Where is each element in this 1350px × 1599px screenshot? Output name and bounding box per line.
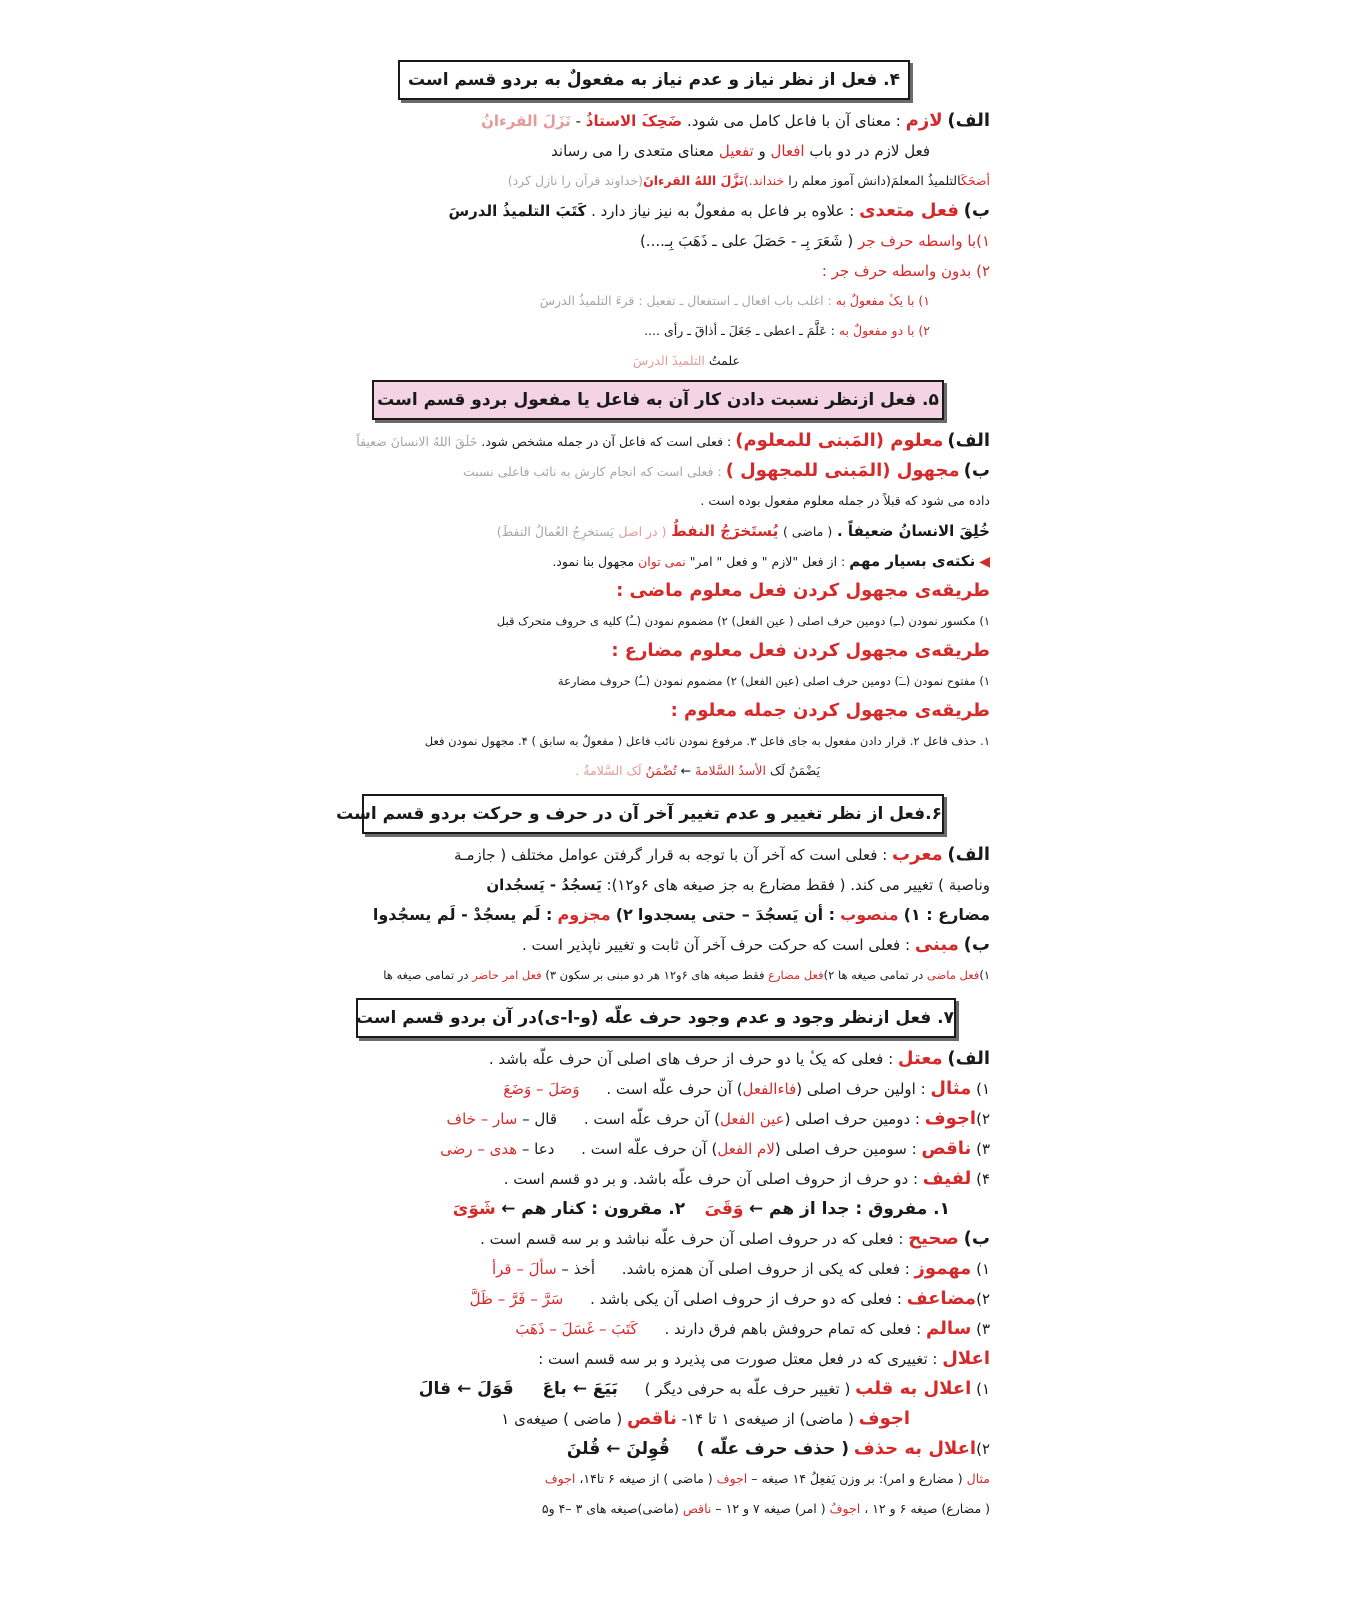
- definition: : فعلی که یکی از حروف اصلی آن همزه باشد.: [621, 1260, 910, 1278]
- mozaaf-line: [340, 1284, 990, 1314]
- label: ب): [963, 934, 990, 955]
- example: أضحَکَ: [960, 173, 990, 188]
- label: الف): [947, 844, 990, 865]
- majhool-example-line: [340, 516, 990, 546]
- definition: : تغییری که در فعل معتل صورت می پذیرد و بر سه قسم است :: [538, 1350, 938, 1368]
- note-text: در تمامی صیغه ها: [383, 968, 469, 982]
- label: ۲): [976, 1290, 990, 1308]
- example: (خداوند قرآن را نازل کرد): [507, 173, 644, 188]
- term: مهموز: [914, 1258, 972, 1279]
- definition: داده می شود که قبلاً در جمله معلوم مفعول بوده است .: [700, 493, 990, 508]
- term: لازم: [905, 110, 943, 131]
- note-term: فعل مضارع: [768, 968, 824, 982]
- label: ۱): [976, 1380, 990, 1398]
- definition: ( ماضی ) صیغه‌ی ۱: [501, 1410, 623, 1428]
- example: أخذ –: [556, 1260, 596, 1278]
- label: ۲): [615, 905, 633, 924]
- final-line: [340, 1494, 990, 1524]
- example: یَستخرِجُ العُمالُ النفطَ): [496, 524, 614, 539]
- method-1-body: ۱) مکسور نمودن (ــِ) دومین حرف اصلی ( عین الفعل) ۲) مضموم نمودن (ــُ) کلیه ی حروف متحرک قبل: [496, 614, 990, 628]
- term: ناقص: [682, 1501, 712, 1516]
- method-2-title: طریقه‌ی مجهول کردن فعل معلوم مضارع :: [611, 640, 990, 661]
- murab-line-2: [340, 870, 990, 900]
- definition: : سومین حرف اصلی (: [774, 1140, 917, 1158]
- hazf-line: [340, 1434, 990, 1464]
- term: اجوف: [544, 1471, 576, 1486]
- definition: : دو حرف از حروف اصلی آن حرف علّه باشد. و بر دو قسم است .: [503, 1170, 919, 1188]
- definition: : اغلب باب افعال ـ استفعال ـ تفعیل :: [638, 293, 832, 308]
- definition: ( تغییر حرف علّه به حرفی دیگر ): [644, 1380, 851, 1398]
- definition: : دومین حرف اصلی (: [784, 1110, 920, 1128]
- term: اجوف: [924, 1108, 977, 1129]
- term: ناقص: [627, 1408, 677, 1429]
- label: مضارع : ۱): [903, 905, 990, 924]
- example: قُوِلنَ ← قُلنَ: [566, 1439, 670, 1459]
- note-text: فقط صیغه های ۶و۱۲ هر دو مبنی بر سکون ۳): [545, 968, 765, 982]
- example: ( شَعَرَ بِـ - حَصَلَ علی ـ ذَهَبَ بِـ....): [639, 232, 854, 250]
- motal-line: [340, 1044, 990, 1074]
- term: مجهول (المَبنی للمجهول ): [725, 460, 960, 481]
- label: الف): [947, 110, 990, 131]
- definition: : اولین حرف اصلی (: [796, 1080, 926, 1098]
- example: قَوَلَ ← قالَ: [418, 1379, 514, 1399]
- label: ۳): [976, 1320, 990, 1338]
- term: سالم: [925, 1318, 972, 1339]
- example: شَوَیَ: [452, 1199, 496, 1219]
- example: کَتَبَ التلمیذُ الدرسَ: [448, 202, 587, 220]
- definition: لام الفعل: [717, 1140, 775, 1158]
- term: ناقص: [921, 1138, 972, 1159]
- murab-line: [340, 840, 990, 870]
- definition: : فعلی که تمام حروفش باهم فرق دارند .: [664, 1320, 922, 1338]
- definition: عین الفعل: [720, 1110, 785, 1128]
- example: یُستَخرَجُ النفطُ: [671, 522, 779, 540]
- note-text: در تمامی صیغه ها ۲): [823, 968, 924, 982]
- motaaddi-line: [340, 196, 990, 226]
- majhool-line-2: [340, 486, 990, 516]
- mabni-notes-line: [340, 960, 990, 990]
- label: ب): [963, 200, 990, 221]
- item: ۱)با واسطه حرف جر: [858, 232, 990, 250]
- example: قال –: [517, 1110, 558, 1128]
- note-text: معنای متعدی را می رساند: [551, 142, 715, 160]
- example: علمتُ: [708, 353, 740, 368]
- term: مضاعف: [906, 1288, 977, 1309]
- mabni-line: [340, 930, 990, 960]
- label: ب): [963, 1228, 990, 1249]
- label: ۱): [976, 1080, 990, 1098]
- definition: : فعلی است که حرکت حرف آخر آن ثابت و تغییر ناپذیر است .: [521, 936, 911, 954]
- term: اعلال: [942, 1348, 990, 1369]
- lafif-line: [340, 1164, 990, 1194]
- example: التلمیذُ المعلمَ(دانش آموز معلم را: [788, 173, 961, 188]
- double-object-example-line: [340, 346, 990, 376]
- salem-line: [340, 1314, 990, 1344]
- note-label: نکته‌ی بسیار مهم: [849, 552, 976, 570]
- mudare-line: [340, 900, 990, 930]
- note-term: تفعیل: [718, 142, 754, 160]
- definition: : عَلَّمَ ـ اعطی ـ جَعَلَ ـ أذاقَ ـ رأی ....: [644, 323, 835, 338]
- definition: : فعلی است که آخر آن با توجه به قرار گرفتن عوامل مختلف ( جازمـة: [454, 846, 888, 864]
- item: ۱. مفروق : جدا از هم ←: [748, 1199, 950, 1219]
- example: سَرَّ – فَرَّ – ظَلَّ: [469, 1290, 564, 1308]
- label: ۲): [976, 1110, 990, 1128]
- example: سار – خاف: [446, 1110, 518, 1128]
- definition: ) آن حرف علّه است .: [581, 1140, 718, 1158]
- with-preposition-line: [340, 226, 990, 256]
- term: مثال: [966, 1471, 990, 1486]
- definition: : معنای آن با فاعل کامل می شود.: [686, 112, 901, 130]
- item: ۲) بدون واسطه حرف جر :: [821, 262, 990, 280]
- label: ۳): [976, 1140, 990, 1158]
- method-3-title: طریقه‌ی مجهول کردن جمله معلوم :: [670, 700, 990, 721]
- term: اعلال به حذف: [853, 1438, 977, 1459]
- example: ( در اصل: [618, 524, 667, 539]
- example: : أن یَسجُدَ – حتی یسجدوا: [637, 905, 836, 924]
- term: معرب: [892, 844, 943, 865]
- example: وَصَلَ – وَضَعَ: [503, 1080, 580, 1098]
- definition: (ماضی)صیغه های ۳ –۴ و۵: [541, 1501, 679, 1516]
- term: لفیف: [922, 1168, 972, 1189]
- method-3-body: ۱. حذف فاعل ۲. قرار دادن مفعول به جای فاعل ۳. مرفوع نمودن نائب فاعل ( مفعولٌ به سابق ) ۴. مجهول نمودن فعل: [424, 734, 990, 748]
- ajvaf-line: [340, 1104, 990, 1134]
- example: وَقَیَ: [704, 1199, 744, 1219]
- item: ۲) با دو مفعولٌ به: [838, 323, 930, 338]
- elal-line: [340, 1344, 990, 1374]
- example: یَضْمَنُ لَک: [769, 763, 820, 778]
- definition: : علاوه بر فاعل به مفعولٌ به نیز نیاز دارد .: [591, 202, 855, 220]
- note-text: : از فعل "لازم " و فعل " امر": [689, 554, 846, 569]
- example: هدی – رضی: [440, 1140, 518, 1158]
- definition: ( مضارع و امر): بر وزن یَفعِلُ ۱۴ صیغه –: [751, 1471, 963, 1486]
- example: سألَ – قرأ: [491, 1260, 557, 1278]
- term: منصوب: [840, 905, 899, 924]
- note-line: [340, 136, 990, 166]
- section-6-heading: ۶.فعل از نظر تغییر و عدم تغییر آخر آن در حرف و حرکت بردو قسم است: [362, 794, 944, 834]
- note-term: فعل ماضی: [926, 968, 980, 982]
- majhool-line: [340, 456, 990, 486]
- definition: ( مضارع) صیغه ۶ و ۱۲ ،: [864, 1501, 990, 1516]
- triangle-icon: ◀: [979, 554, 990, 570]
- definition: ) آن حرف علّه است .: [583, 1110, 720, 1128]
- term: فعل متعدی: [859, 200, 959, 221]
- term: مبنی: [914, 934, 959, 955]
- example: یَسجُدُ - یَسجُدان: [486, 876, 602, 894]
- note-text: و: [758, 142, 766, 160]
- section-7-heading: ۷. فعل ازنظر وجود و عدم وجود حرف علّه (و-ا-ی)در آن بردو قسم است: [356, 998, 956, 1038]
- example: الأسدُ السَّلامةَ: [695, 763, 766, 778]
- label: ۴): [976, 1170, 990, 1188]
- example: دعا –: [517, 1140, 555, 1158]
- separator: -: [570, 112, 586, 130]
- definition: ( امر) صیغه ۷ و ۱۲ –: [715, 1501, 826, 1516]
- mafruq-maqrun-line: [340, 1194, 990, 1224]
- definition: : فعلی که در حروف اصلی آن حرف علّه نباشد و بر سه قسم است .: [480, 1230, 904, 1248]
- example: ضَحِکَ الاستاذُ: [585, 112, 683, 130]
- term: صحیح: [908, 1228, 959, 1249]
- label: ۱): [976, 1260, 990, 1278]
- example: نَزَّلَ اللهُ القرءانَ: [643, 173, 744, 188]
- definition: : فعلی که یکٔ یا دو حرف از حرف های اصلی آن حرف علّه باشد .: [488, 1050, 894, 1068]
- definition: وناصبة ) تغییر می کند. ( فقط مضارع به جز صیغه های ۶و۱۲):: [606, 876, 990, 894]
- qalb-line: [340, 1374, 990, 1404]
- definition: : فعلی که دو حرف از حروف اصلی آن یکی باشد .: [590, 1290, 902, 1308]
- naqes-line: [340, 1134, 990, 1164]
- method-1-title: طریقه‌ی مجهول کردن فعل معلوم ماضی :: [616, 580, 990, 601]
- method-3-example: [340, 756, 990, 786]
- example: التلمیذَ الدرسَ: [633, 353, 705, 368]
- definition: : فعلی است که انجام کارش به نائب فاعلی نسبت: [462, 464, 722, 479]
- definition: فاءالفعل: [742, 1080, 797, 1098]
- label: ب): [963, 460, 990, 481]
- document-page: [336, 52, 990, 1524]
- sahih-line: [340, 1224, 990, 1254]
- definition: ( ماضی ) از صیغه ۶ تا۱۴،: [579, 1471, 713, 1486]
- term: اجوف: [858, 1408, 910, 1429]
- label: الف): [947, 1048, 990, 1069]
- single-object-line: [340, 286, 990, 316]
- definition: ( ماضی) از صیغه‌ی ۱ تا ۱۴-: [681, 1410, 854, 1428]
- double-object-line: [340, 316, 990, 346]
- maloom-line: [340, 426, 990, 456]
- term: اعلال به قلب: [855, 1378, 972, 1399]
- lazem-line: [340, 106, 990, 136]
- note-text: نمی توان: [638, 554, 686, 569]
- note-text: مجهول بنا نمود.: [552, 554, 635, 569]
- example: لَک السَّلامةُ .: [575, 763, 642, 778]
- term: مجزوم: [557, 905, 611, 924]
- note-term: افعال: [770, 142, 805, 160]
- example: خَلَقَ اللهُ الانسانَ ضعیفاً: [356, 434, 478, 449]
- definition: : فعلی است که فاعل آن در جمله مشخص شود.: [481, 434, 732, 449]
- item: ۲. مقرون : کنار هم ←: [501, 1199, 686, 1219]
- term: اجوف: [716, 1471, 748, 1486]
- qalb-sub-line: [340, 1404, 990, 1434]
- example: تُضْمَنُ: [645, 763, 677, 778]
- example: خُلِقَ الانسانُ ضعیفاً .: [837, 522, 990, 540]
- example: بَیَعَ ← باعَ: [542, 1379, 618, 1399]
- term: اجوفُ: [829, 1501, 861, 1516]
- definition: ) آن حرف علّه است .: [606, 1080, 743, 1098]
- note-term: فعل امر حاضر: [472, 968, 542, 982]
- example: : لَم یسجُدْ - لَم یسجُدوا: [372, 905, 553, 924]
- section-4-heading: ۴. فعل از نظر نیاز و عدم نیاز به مفعولٌ به بردو قسم است: [398, 60, 910, 100]
- important-note-line: [340, 546, 990, 576]
- note-text: فعل لازم در دو باب: [809, 142, 930, 160]
- mahmuz-line: [340, 1254, 990, 1284]
- term: معتل: [897, 1048, 943, 1069]
- causative-example-line: [340, 166, 990, 196]
- section-5-heading: ۵. فعل ازنظر نسبت دادن کار آن به فاعل یا مفعول بردو قسم است: [372, 380, 944, 420]
- term: معلوم (المَبنی للمعلوم): [735, 430, 944, 451]
- without-preposition-line: [340, 256, 990, 286]
- method-2-body: ۱) مفتوح نمودن (ــَ) دومین حرف اصلی (عین الفعل) ۲) مضموم نمودن (ــُ) حروف مضارعة: [557, 674, 990, 688]
- example: کَتَبَ – غَسَلَ – ذَهَبَ: [515, 1320, 638, 1338]
- label: الف): [947, 430, 990, 451]
- term: مثال: [930, 1078, 972, 1099]
- arrow: ←: [680, 763, 692, 778]
- mesal-line: [340, 1074, 990, 1104]
- mesal-hazf-line: [340, 1464, 990, 1494]
- definition: ( حذف حرف علّه ): [696, 1439, 850, 1459]
- item: ۱) با یکٔ مفعولٌ به: [835, 293, 930, 308]
- example: نَزَلَ القرءانُ: [481, 112, 571, 130]
- label: ۲): [976, 1440, 990, 1458]
- example: خنداند.): [743, 173, 785, 188]
- example: ( ماضی ): [782, 524, 833, 539]
- note-text: ۱): [979, 968, 990, 982]
- example: قرءَ التلمیذُ الدرسَ: [539, 293, 635, 308]
